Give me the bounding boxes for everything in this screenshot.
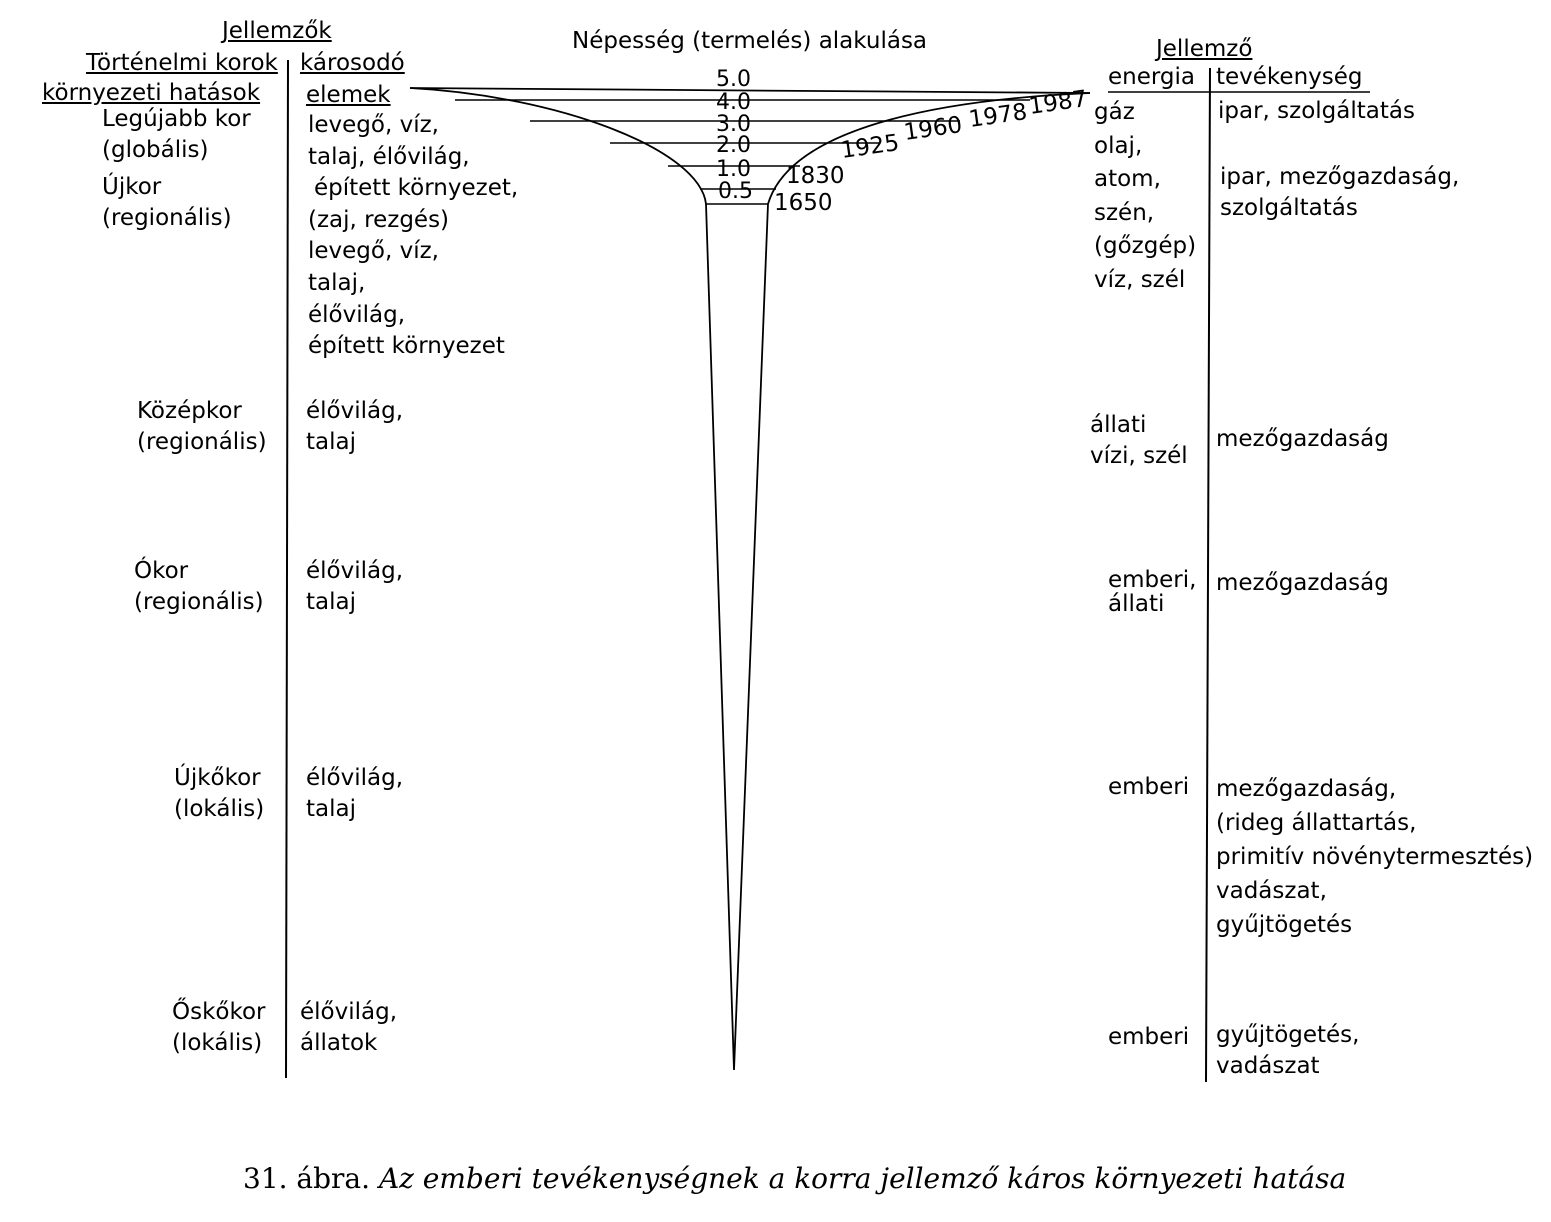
period-name: Középkor: [137, 398, 242, 424]
element-line: talaj: [306, 589, 356, 615]
element-line: talaj: [306, 429, 356, 455]
activity-line: primitív növénytermesztés): [1216, 844, 1534, 870]
year-label: 1960: [902, 112, 964, 146]
activity-modern: [1220, 162, 1459, 224]
energy-line: víz, szél: [1094, 266, 1186, 293]
elements-neolithic: [306, 763, 403, 825]
left-header-damaged: károsodó: [300, 50, 405, 76]
activity-paleolithic: [1216, 1020, 1359, 1082]
scale-label: 5.0: [716, 67, 751, 92]
energy-line: olaj,: [1094, 132, 1143, 159]
element-line: élővilág,: [300, 999, 398, 1025]
energy-line: emberi,: [1108, 567, 1197, 593]
caption-text: Az emberi tevékenységnek a korra jellemző káros környezeti hatása: [378, 1162, 1347, 1195]
figure-caption: [243, 1162, 1346, 1195]
activity-line: mezőgazdaság: [1216, 426, 1389, 452]
elements-paleolithic: [300, 997, 397, 1059]
activity-line: szolgáltatás: [1220, 195, 1358, 221]
period-name: Legújabb kor: [102, 106, 251, 132]
element-line: (zaj, rezgés): [308, 206, 450, 233]
energy-line: emberi: [1108, 774, 1190, 800]
period-scope: (lokális): [174, 796, 265, 822]
activity-middle-ages: [1216, 424, 1389, 455]
right-header-energy: energia: [1108, 64, 1196, 90]
elements-middle-ages: [306, 396, 403, 458]
activity-neolithic: [1216, 772, 1533, 942]
right-header-activity: tevékenység: [1216, 64, 1363, 90]
energy-line: állati: [1108, 591, 1165, 617]
energy-modern: [1094, 96, 1196, 297]
activity-line: mezőgazdaság,: [1216, 776, 1397, 802]
activity-antiquity: [1216, 568, 1389, 599]
element-line: levegő, víz,: [308, 238, 439, 265]
elements-antiquity: [306, 556, 403, 618]
year-label: 1925: [839, 130, 901, 164]
energy-line: atom,: [1094, 166, 1161, 192]
element-line: élővilág,: [308, 301, 406, 328]
scale-label: 0.5: [718, 179, 753, 204]
left-header-elements: elemek: [306, 82, 391, 108]
period-scope: (regionális): [102, 205, 232, 231]
period-scope: (globális): [102, 137, 209, 163]
period-neolithic: [174, 763, 264, 825]
element-line: talaj: [306, 796, 356, 822]
period-name: Őskőkor: [172, 999, 266, 1025]
energy-line: emberi: [1108, 1024, 1190, 1050]
left-header-periods: Történelmi korok: [86, 50, 278, 76]
period-antiquity: [134, 556, 264, 618]
activity-line: vadászat,: [1216, 878, 1327, 904]
energy-neolithic: [1108, 772, 1189, 803]
element-line: élővilág,: [306, 558, 404, 584]
element-line: épített környezet,: [314, 175, 519, 202]
energy-antiquity: [1108, 568, 1196, 616]
energy-line: állati: [1090, 412, 1147, 438]
period-paleolithic: [172, 997, 266, 1059]
activity-line: ipar, szolgáltatás: [1218, 98, 1415, 124]
energy-line: gáz: [1094, 99, 1135, 125]
element-line: talaj,: [308, 269, 366, 296]
scale-label: 1.0: [716, 157, 751, 182]
element-line: épített környezet: [308, 333, 505, 360]
scale-label: 3.0: [716, 112, 751, 137]
caption-number: 31. ábra.: [243, 1162, 371, 1195]
scale-label: 2.0: [716, 133, 751, 158]
element-line: állatok: [300, 1030, 378, 1056]
right-header-title: Jellemző: [1156, 36, 1253, 62]
year-label: 1650: [774, 190, 833, 216]
center-title: Népesség (termelés) alakulása: [572, 28, 928, 54]
left-column-divider: [286, 60, 288, 1078]
element-line: élővilág,: [306, 765, 404, 791]
scale-label: 4.0: [716, 90, 751, 115]
activity-line: gyűjtögetés,: [1216, 1022, 1360, 1048]
period-latest: [102, 104, 251, 166]
right-column-divider: [1206, 68, 1210, 1082]
elements-modern: [308, 110, 518, 363]
period-scope: (regionális): [134, 589, 264, 615]
period-scope: (lokális): [172, 1030, 263, 1056]
period-scope: (regionális): [137, 429, 267, 455]
left-header-title: Jellemzők: [222, 18, 332, 44]
period-name: Ókor: [134, 558, 189, 584]
energy-paleolithic: [1108, 1022, 1189, 1053]
activity-line: gyűjtögetés: [1216, 912, 1353, 938]
activity-line: vadászat: [1216, 1053, 1320, 1079]
element-line: levegő, víz,: [308, 112, 439, 138]
period-middle-ages: [137, 396, 267, 458]
element-line: talaj, élővilág,: [308, 143, 470, 170]
activity-line: mezőgazdaság: [1216, 570, 1389, 596]
energy-line: vízi, szél: [1090, 443, 1188, 469]
period-name: Újkor: [102, 174, 162, 200]
year-label: 1978: [967, 99, 1029, 133]
left-header-impacts: környezeti hatások: [42, 80, 261, 106]
element-line: élővilág,: [306, 398, 404, 424]
activity-latest: [1218, 96, 1415, 127]
year-label: 1987: [1027, 86, 1089, 120]
energy-line: szén,: [1094, 199, 1155, 226]
energy-middle-ages: [1090, 410, 1188, 472]
period-modern: [102, 172, 232, 234]
activity-line: ipar, mezőgazdaság,: [1220, 164, 1460, 190]
year-label: 1830: [786, 163, 845, 189]
activity-line: (rideg állattartás,: [1216, 810, 1417, 836]
period-name: Újkőkor: [174, 765, 261, 791]
energy-line: (gőzgép): [1094, 233, 1197, 259]
